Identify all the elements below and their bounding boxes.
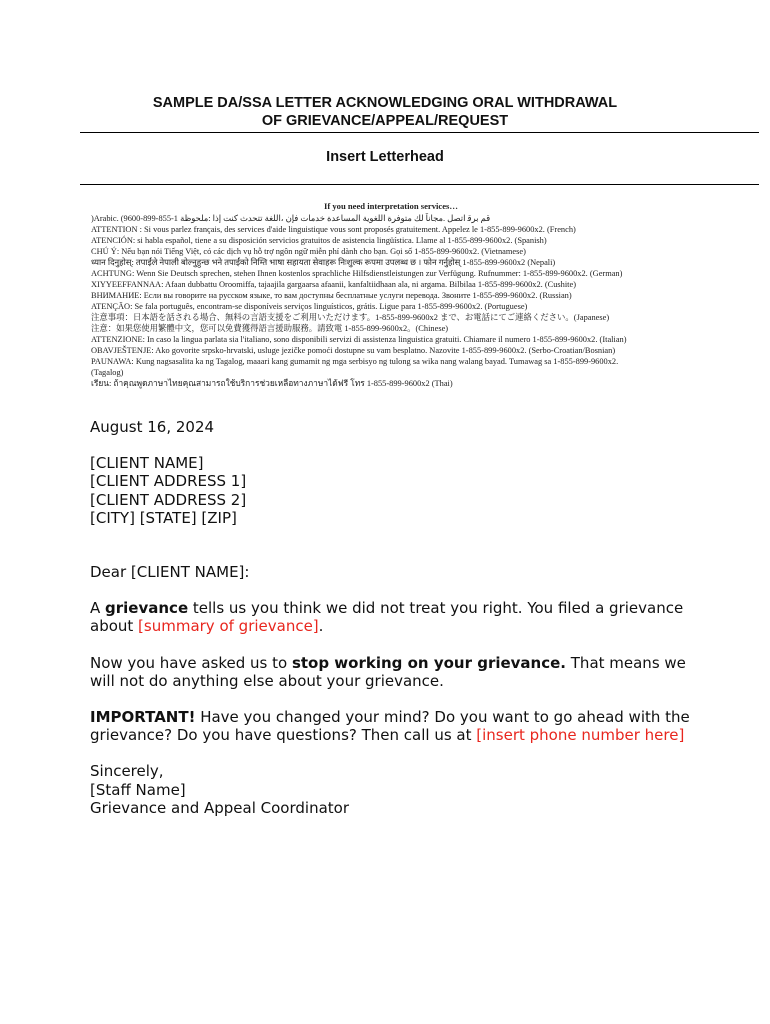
letter-body bbox=[90, 418, 690, 817]
grievance-summary-placeholder: [summary of grievance] bbox=[138, 617, 319, 636]
interp-line-tagalog: PAUNAWA: Kung nagsasalita ka ng Tagalog, maaari kang gumamit ng mga serbisyo ng tulong sa wika nang walang bayad. Tumawag sa 1-855-899-9600x2. bbox=[91, 357, 619, 366]
paragraph-withdrawal bbox=[90, 654, 690, 690]
document-title bbox=[80, 94, 690, 130]
paragraph-grievance-filed bbox=[90, 599, 690, 635]
interp-line-thai: เรียน: ถ้าคุณพูดภาษาไทยคุณสามารถใช้บริการช่วยเหลือทางภาษาได้ฟรี โทร 1-855-899-9600x2 (Thai) bbox=[91, 379, 453, 388]
p1-bold-grievance: grievance bbox=[105, 599, 189, 618]
interp-line-vietnamese: CHÚ Ý: Nếu bạn nói Tiếng Việt, có các dịch vụ hỗ trợ ngôn ngữ miễn phí dành cho bạn. Gọi số 1-855-899-9600x2. (Vietnamese) bbox=[91, 247, 526, 256]
interp-line-arabic: )Arabic. (9600-899-855-1 ﻗﻢ ﺑﺮﻗ ﺍﺗﺼﻞ .ﻣﺠﺎﻧﺎً ﻟﻚ ﻣﺘﻮﻓﺮﺓ ﺍﻟﻠﻐﻮﻳﺔ ﺍﻟﻤﺴﺎﻋﺪﺓ ﺧﺪﻣﺎﺕ ﻓﺈﻥ ،ﺍﻟﻠﻐﺔ ﺗﺘﺤﺪﺙ ﻛﻨﺖ ﺇﺫﺍ :ﻣﻠﺤﻮﻇﺔ bbox=[91, 214, 491, 223]
interp-line-russian: ВНИМАНИЕ: Если вы говорите на русском языке, то вам доступны бесплатные услуги перевода. Звоните 1-855-899-9600x2. (Russian) bbox=[91, 291, 572, 300]
paragraph-important bbox=[90, 708, 690, 744]
interp-line-serbo-croatian: OBAVJEŠTENJE: Ako govorite srpsko-hrvatski, usluge jezičke pomoći dostupne su vam besplatno. Nazovite 1-855-899-9600x2. (Serbo-Croatian/Bosnian) bbox=[91, 346, 616, 355]
interp-line-french: ATTENTION : Si vous parlez français, des services d'aide linguistique vous sont proposés gratuitement. Appelez le 1-855-899-9600x2. (French) bbox=[91, 225, 576, 234]
interpretation-services-notice bbox=[91, 201, 691, 389]
p2-text-a: Now you have asked us to bbox=[90, 653, 292, 672]
interpretation-heading: If you need interpretation services… bbox=[324, 201, 458, 211]
phone-number-placeholder: [insert phone number here] bbox=[476, 726, 685, 745]
letter-date: August 16, 2024 bbox=[90, 418, 215, 436]
client-name: [CLIENT NAME] bbox=[90, 454, 204, 473]
interp-line-spanish: ATENCIÓN: si habla español, tiene a su disposición servicios gratuitos de asistencia lingüística. Llame al 1-855-899-9600x2. (Spanish) bbox=[91, 236, 547, 245]
p2-bold-stop-working: stop working on your grievance. bbox=[291, 653, 566, 672]
divider-bottom bbox=[80, 184, 759, 185]
title-line-2: OF GRIEVANCE/APPEAL/REQUEST bbox=[261, 113, 509, 129]
staff-title: Grievance and Appeal Coordinator bbox=[90, 798, 349, 817]
p1-text-a: A bbox=[90, 599, 106, 618]
p2-text-b: That means we will not do anything else about your grievance. bbox=[90, 653, 686, 690]
salutation: Dear [CLIENT NAME]: bbox=[90, 563, 250, 582]
interp-line-nepali: ध्यान दिनुहोस्: तपाईंले नेपाली बोल्नुहुन्छ भने तपाईंको निम्ति भाषा सहायता सेवाहरू निःशुल्क रूपमा उपलब्ध छ । फोन गर्नुहोस् 1-855-899-9600x2 (Nepali) bbox=[91, 258, 556, 267]
staff-name: [Staff Name] bbox=[90, 780, 186, 799]
closing: Sincerely, bbox=[90, 762, 164, 781]
interp-line-chinese: 注意：如果您使用繁體中文，您可以免費獲得語言援助服務。請致電 1-855-899-9600x2。(Chinese) bbox=[91, 324, 449, 333]
letterhead-placeholder: Insert Letterhead bbox=[326, 149, 444, 165]
p3-text-a: Have you changed your mind? Do you want to go ahead with the grievance? Do you have questions? Then call us at bbox=[90, 708, 690, 745]
interp-line-portuguese: ATENÇÃO: Se fala português, encontram-se disponíveis serviços linguísticos, grátis. Ligue para 1-855-899-9600x2. (Portuguese) bbox=[91, 302, 528, 311]
interp-line-italian: ATTENZIONE: In caso la lingua parlata sia l'italiano, sono disponibili servizi di assistenza linguistica gratuiti. Chiamare il numero 1-855-899-9600x2. (Italian) bbox=[91, 335, 627, 344]
client-address-2: [CLIENT ADDRESS 2] bbox=[90, 490, 247, 509]
p1-text-b: tells us you think we did not treat you right. You filed a grievance about bbox=[90, 599, 684, 636]
interp-line-japanese: 注意事項：日本語を話される場合、無料の言語支援をご利用いただけます。1-855-899-9600x2 まで、お電話にてご連絡ください。(Japanese) bbox=[91, 313, 610, 322]
divider-top bbox=[80, 132, 759, 133]
important-label: IMPORTANT! bbox=[90, 708, 196, 727]
client-city-state-zip: [CITY] [STATE] [ZIP] bbox=[90, 508, 237, 527]
interp-line-german: ACHTUNG: Wenn Sie Deutsch sprechen, stehen Ihnen kostenlos sprachliche Hilfsdienstleistungen zur Verfügung. Rufnummer: 1-855-899-9600x2. (German) bbox=[91, 269, 623, 278]
interp-line-tagalog-label: (Tagalog) bbox=[91, 368, 124, 377]
client-address-1: [CLIENT ADDRESS 1] bbox=[90, 472, 247, 491]
p1-text-end: . bbox=[318, 617, 324, 636]
interp-line-cushite: XIYYEEFFANNAA: Afaan dubbattu Oroomiffa, tajaajila gargaarsa afaanii, kanfaltiidhaan ala, ni argama. Bilbilaa 1-855-899-9600x2. (Cushite) bbox=[91, 280, 576, 289]
title-line-1: SAMPLE DA/SSA LETTER ACKNOWLEDGING ORAL WITHDRAWAL bbox=[152, 95, 618, 111]
